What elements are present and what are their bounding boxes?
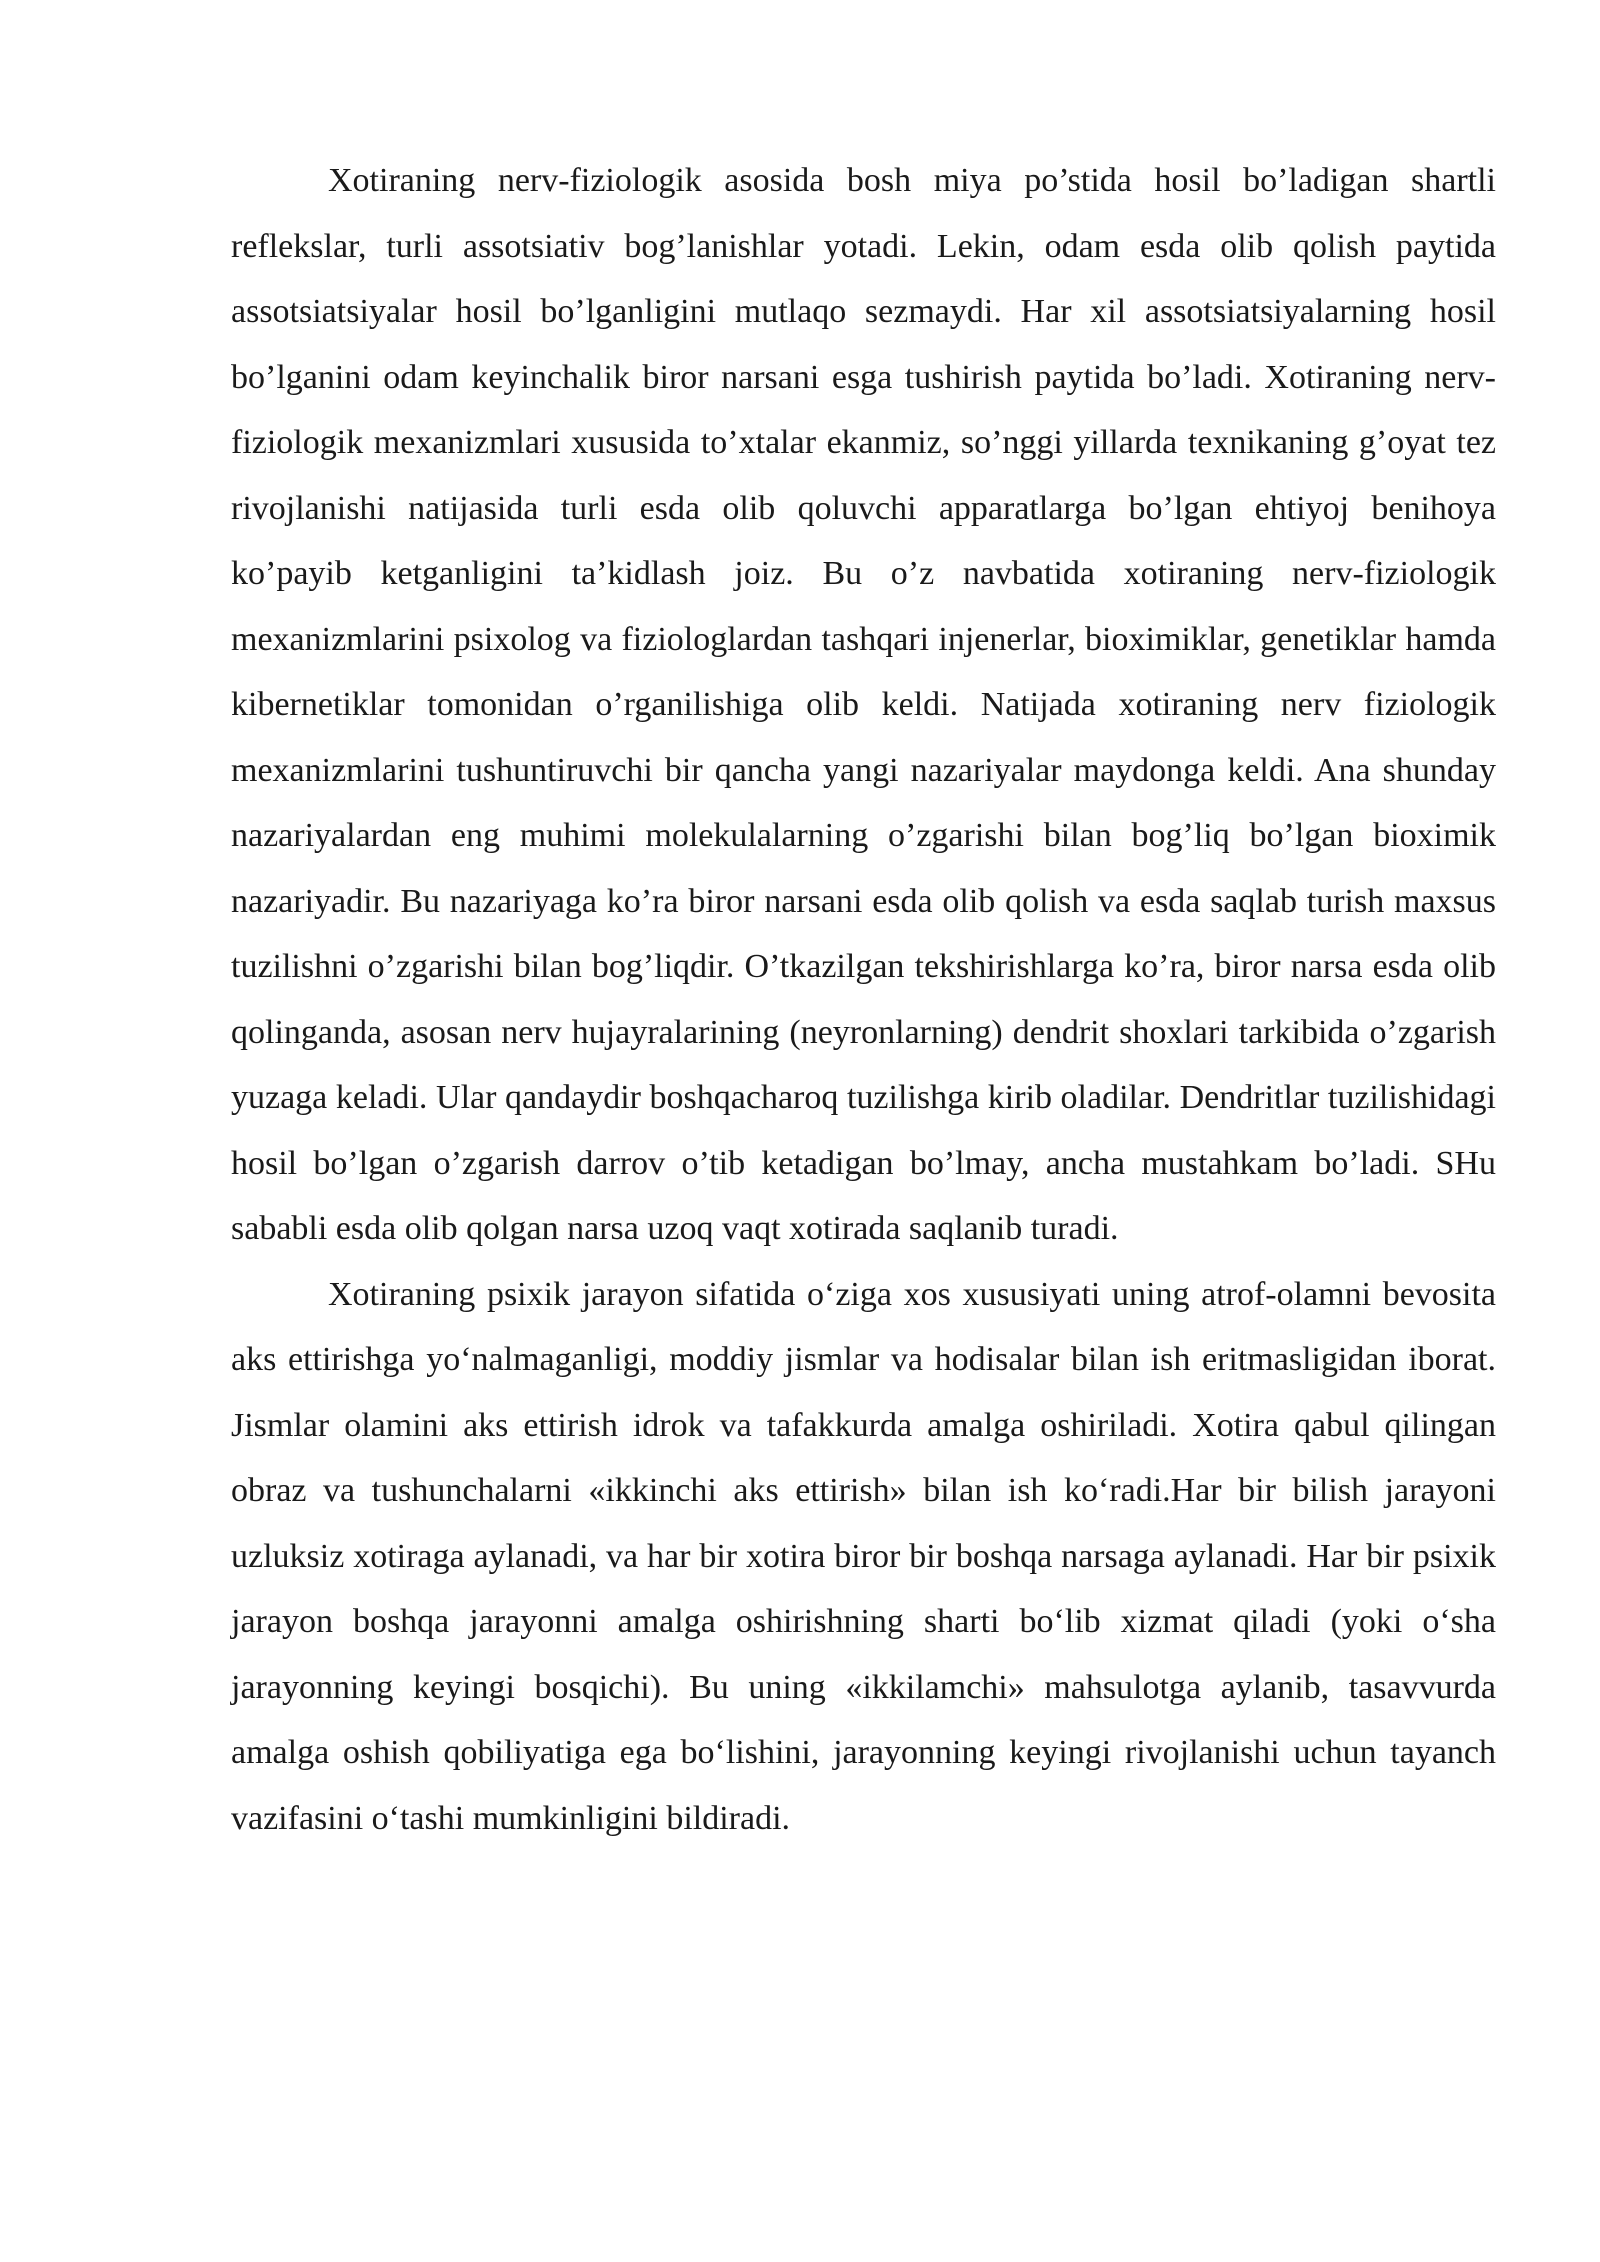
- paragraph-memory-psychic-process: Xotiraning psixik jarayon sifatida o‘ziga xos xususiyati uning atrof-olamni bevosita aks ettirishga yo‘nalmaganligi, moddiy jismlar va hodisalar bilan ish eritmasligidan iborat. Jismlar olamini aks ettirish idrok va tafakkurda amalga oshiriladi. Xotira qabul qilingan obraz va tushunchalarni «ikkinchi aks ettirish» bilan ish ko‘radi.Har bir bilish jarayoni uzluksiz xotiraga aylanadi, va har bir xotira biror bir boshqa narsaga aylanadi. Har bir psixik jarayon boshqa jarayonni amalga oshirishning sharti bo‘lib xizmat qiladi (yoki o‘sha jarayonning keyingi bosqichi). Bu uning «ikkilamchi» mahsulotga aylanib, tasavvurda amalga oshish qobiliyatiga ega bo‘lishini, jarayonning keyingi rivojlanishi uchun tayanch vazifasini o‘tashi mumkinligini bildiradi.: [231, 1275, 1496, 1837]
- paragraph-memory-neurophysiology: Xotiraning nerv-fiziologik asosida bosh miya po’stida hosil bo’ladigan shartli reflekslar, turli assotsiativ bog’lanishlar yotadi. Lekin, odam esda olib qolish paytida assotsiatsiyalar hosil bo’lganligini mutlaqo sezmaydi. Har xil assotsiatsiyalarning hosil bo’lganini odam keyinchalik biror narsani esga tushirish paytida bo’ladi. Xotiraning nerv-fiziologik mexanizmlari xususida to’xtalar ekanmiz, so’nggi yillarda texnikaning g’oyat tez rivojlanishi natijasida turli esda olib qoluvchi apparatlarga bo’lgan ehtiyoj benihoya ko’payib ketganligini ta’kidlash joiz. Bu o’z navbatida xotiraning nerv-fiziologik mexanizmlarini psixolog va fiziologlardan tashqari injenerlar, bioximiklar, genetiklar hamda kibernetiklar tomonidan o’rganilishiga olib keldi. Natijada xotiraning nerv fiziologik mexanizmlarini tushuntiruvchi bir qancha yangi nazariyalar maydonga keldi. Ana shunday nazariyalardan eng muhimi molekulalarning o’zgarishi bilan bog’liq bo’lgan bioximik nazariyadir. Bu nazariyaga ko’ra biror narsani esda olib qolish va esda saqlab turish maxsus tuzilishni o’zgarishi bilan bog’liqdir. O’tkazilgan tekshirishlarga ko’ra, biror narsa esda olib qolinganda, asosan nerv hujayralarining (neyronlarning) dendrit shoxlari tarkibida o’zgarish yuzaga keladi. Ular qandaydir boshqacharoq tuzilishga kirib oladilar. Dendritlar tuzilishidagi hosil bo’lgan o’zgarish darrov o’tib ketadigan bo’lmay, ancha mustahkam bo’ladi. SHu sababli esda olib qolgan narsa uzoq vaqt xotirada saqlanib turadi.: [231, 162, 1496, 1247]
- document-body: [231, 148, 1496, 1851]
